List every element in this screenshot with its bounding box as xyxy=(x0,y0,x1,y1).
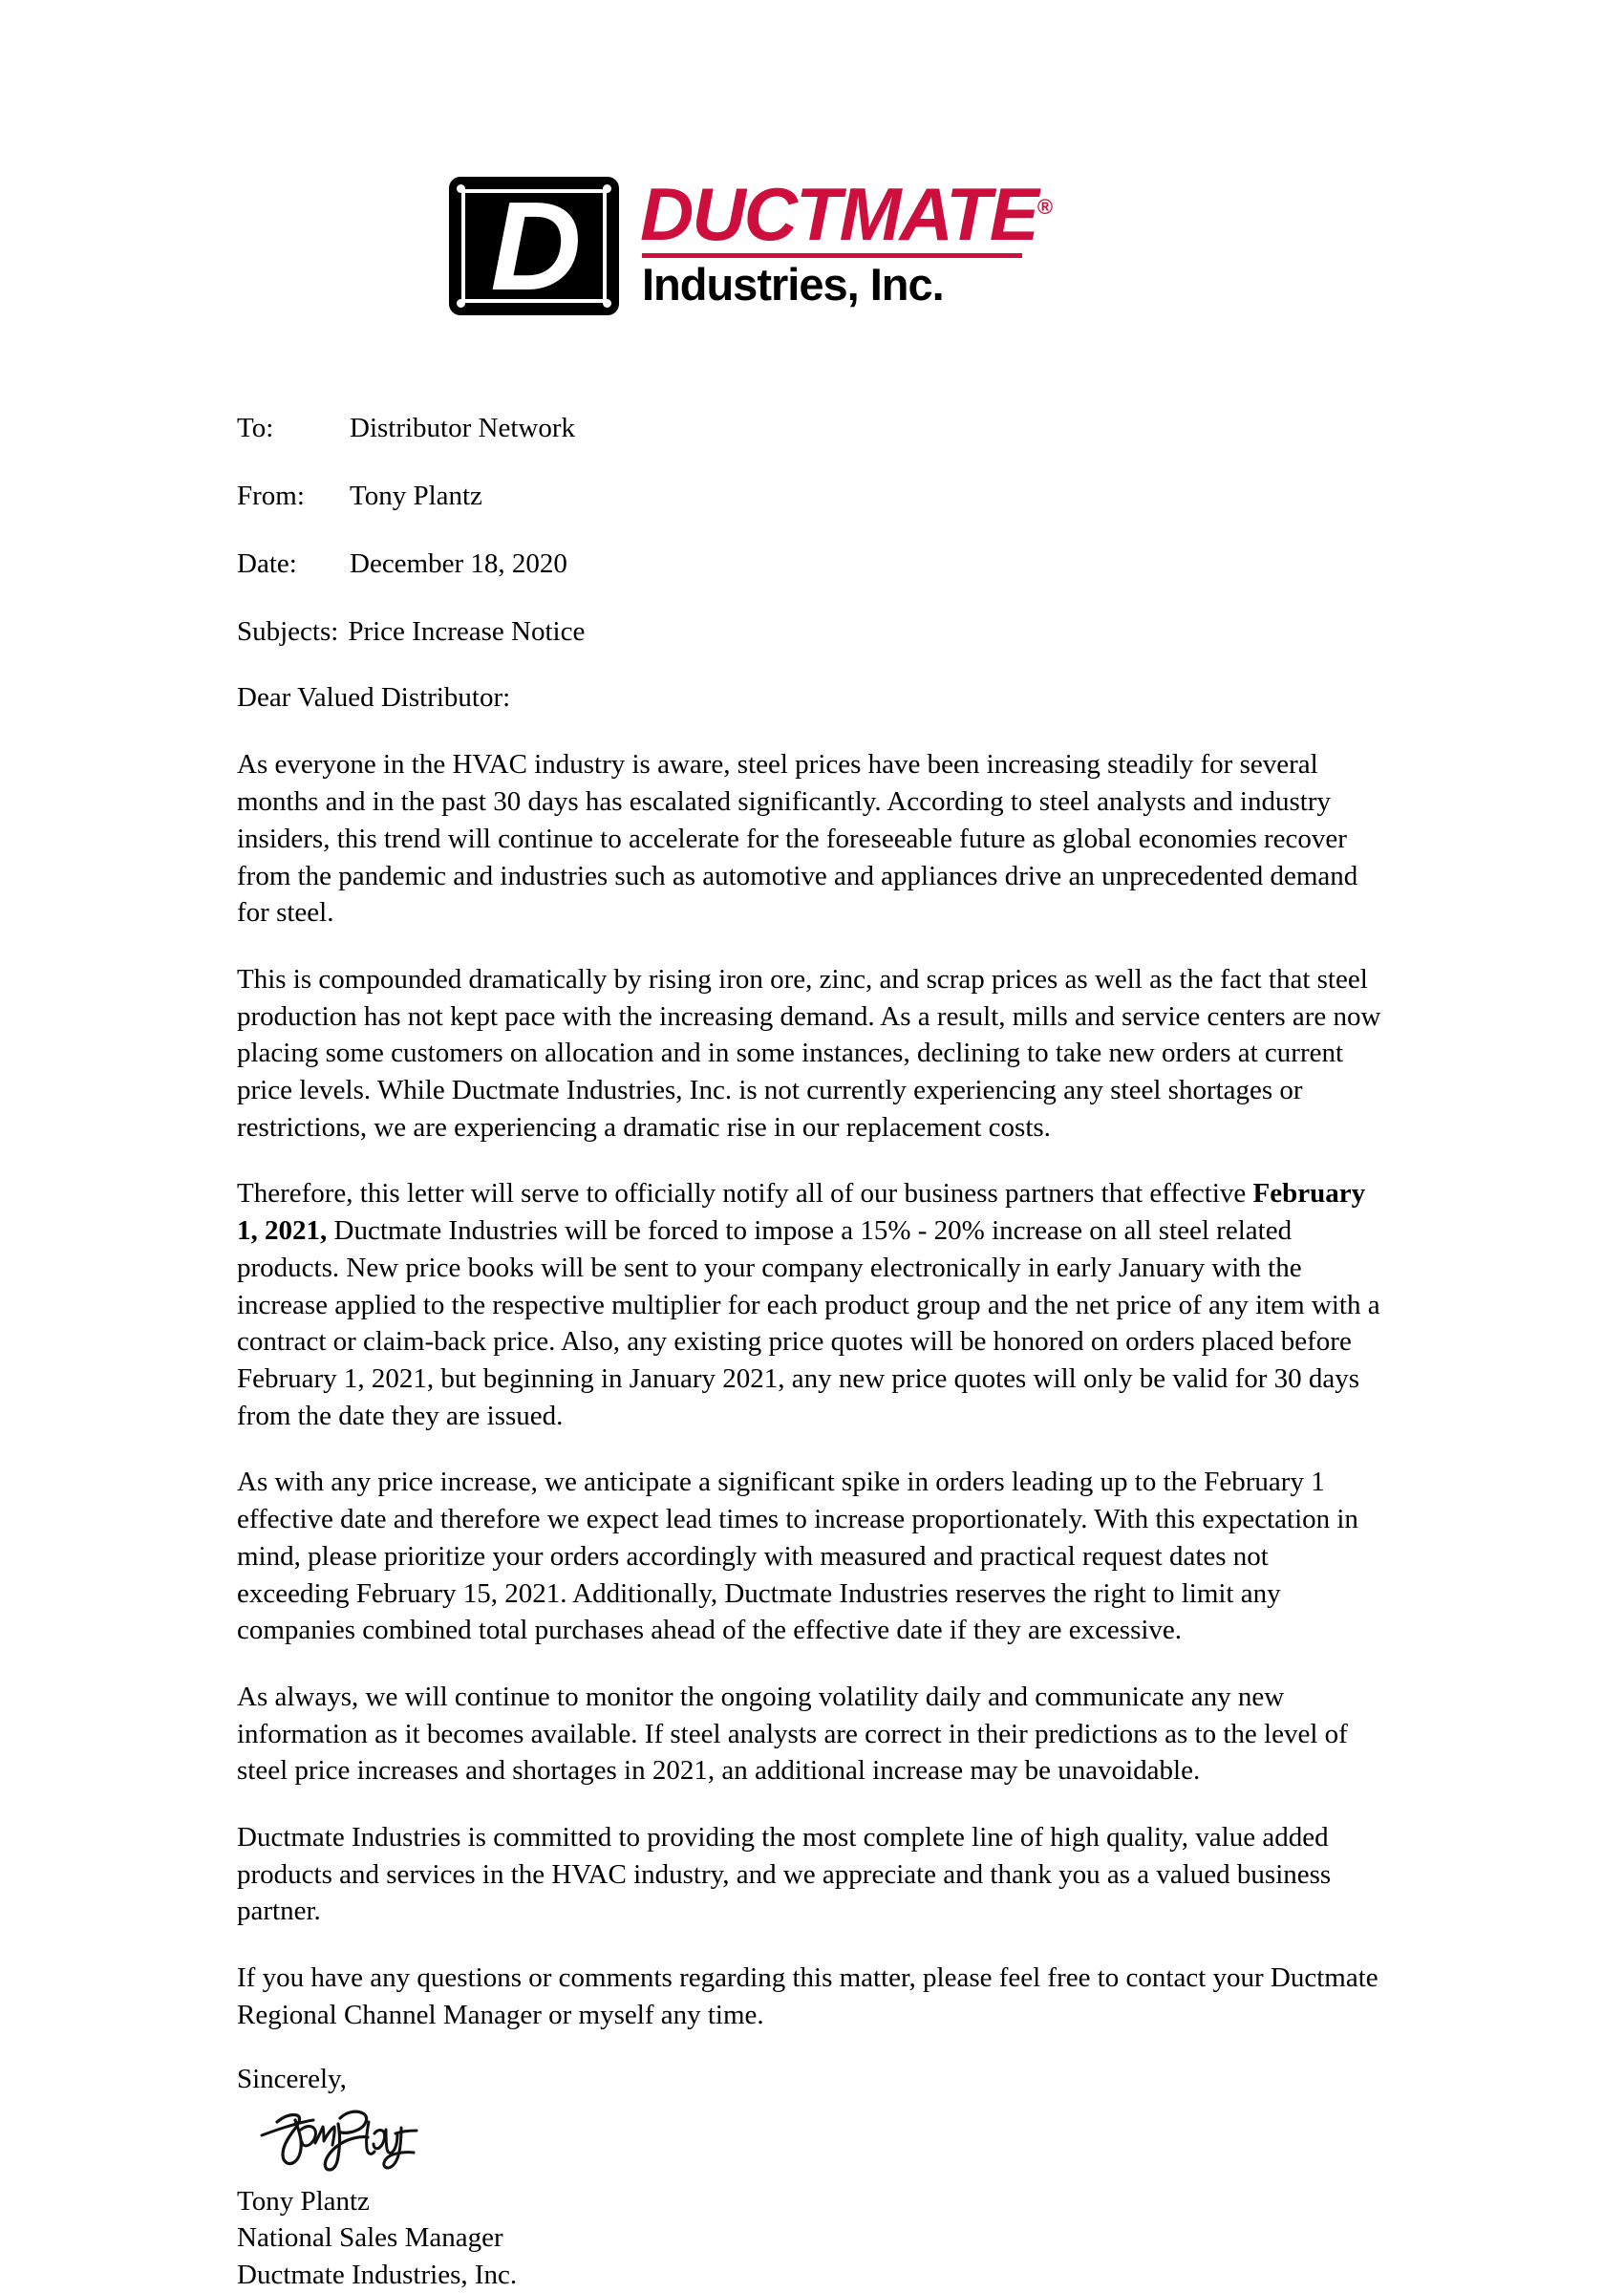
brand-wordmark xyxy=(640,172,1054,256)
letterhead xyxy=(449,172,1054,316)
brand-wordmark-text: DUCTMATE xyxy=(640,172,1037,256)
signer-name: Tony Plantz xyxy=(237,2185,370,2217)
meta-row-to xyxy=(237,411,1383,446)
meta-value-subject: Price Increase Notice xyxy=(348,616,586,648)
meta-value-to: Distributor Network xyxy=(350,413,575,443)
meta-value-from: Tony Plantz xyxy=(350,481,482,512)
brand-sub-wordmark: Industries, Inc. xyxy=(642,258,944,310)
meta-value-date: December 18, 2020 xyxy=(350,548,567,580)
closing-line: Sincerely, xyxy=(237,2063,347,2094)
meta-label-from: From: xyxy=(237,481,305,512)
meta-row-date xyxy=(237,546,1383,582)
paragraph-1: As everyone in the HVAC industry is aware, steel prices have been increasing steadily for several months and in the past 30 days has escalated significantly. According to steel analysts and industry insiders, this trend will continue to accelerate for the foreseeable future as global economies recover from the pandemic and industries such as automotive and appliances drive an unprecedented demand for steel. xyxy=(237,749,1358,929)
logo-plate-inner xyxy=(461,175,607,316)
paragraph-3 xyxy=(237,1175,1383,1434)
paragraph-3-pre: Therefore, this letter will serve to officially notify all of our business partners that effective xyxy=(237,1178,1253,1210)
paragraph-3-post: Ductmate Industries will be forced to impose a 15% - 20% increase on all steel related products. New price books will be sent to your company electronically in early January with the increase applied to the respective multiplier for each product group and the net price of any item with a contract or claim-back price. Also, any existing price quotes will be honored on orders placed before February 1, 2021, but beginning in January 2021, any new price quotes will only be valid for 30 days from the date they are issued. xyxy=(237,1215,1380,1431)
paragraph-6: Ductmate Industries is committed to providing the most complete line of high quality, value added products and services in the HVAC industry, and we appreciate and thank you as a valued business partner. xyxy=(237,1822,1332,1927)
logo-screw-bottom-left-icon xyxy=(457,299,465,308)
meta-row-from xyxy=(237,479,1383,514)
salutation: Dear Valued Distributor: xyxy=(237,682,511,714)
paragraph-2: This is compounded dramatically by rising iron ore, zinc, and scrap prices as well as the fact that steel production has not kept pace with the increasing demand. As a result, mills and service centers are now placing some customers on allocation and in some instances, declining to take new orders at current price levels. While Ductmate Industries, Inc. is not currently experiencing any steel shortages or restrictions, we are experiencing a dramatic rise in our replacement costs. xyxy=(237,963,1381,1143)
meta-label-date: Date: xyxy=(237,548,297,580)
logo-screw-top-left-icon xyxy=(457,184,465,193)
paragraph-5: As always, we will continue to monitor the ongoing volatility daily and communicate any new information as it becomes available. If steel analysts are correct in their predictions as to the level of steel price increases and shortages in 2021, an additional increase may be unavoidable. xyxy=(237,1681,1348,1787)
logo-screw-bottom-right-icon xyxy=(603,299,611,308)
meta-row-subject xyxy=(237,614,1383,650)
logo-wordmark-group xyxy=(640,172,1054,310)
ductmate-d-logo-icon xyxy=(449,177,619,315)
signer-title: National Sales Manager xyxy=(237,2222,503,2254)
signature-block xyxy=(237,2183,1383,2293)
effective-date-emphasis: February 1, 2021, xyxy=(237,1178,1366,1247)
letter-body xyxy=(237,411,1383,2293)
handwritten-signature-icon xyxy=(258,2101,430,2175)
meta-label-to: To: xyxy=(237,413,274,443)
signer-company: Ductmate Industries, Inc. xyxy=(237,2259,518,2290)
logo-letter-d: D xyxy=(490,175,578,316)
meta-label-subject: Subjects: xyxy=(237,616,339,648)
logo-plate xyxy=(449,177,619,315)
paragraph-7: If you have any questions or comments regarding this matter, please feel free to contact your Ductmate Regional Channel Manager or myself any time. xyxy=(237,1962,1378,2030)
paragraph-4: As with any price increase, we anticipate a significant spike in orders leading up to the February 1 effective date and therefore we expect lead times to increase proportionately. With this expectation in mind, please prioritize your orders accordingly with measured and practical request dates not exceeding February 15, 2021. Additionally, Ductmate Industries reserves the right to limit any companies combined total purchases ahead of the effective date if they are excessive. xyxy=(237,1467,1358,1646)
registered-trademark-icon: ® xyxy=(1036,195,1054,219)
logo-screw-top-right-icon xyxy=(603,184,611,193)
